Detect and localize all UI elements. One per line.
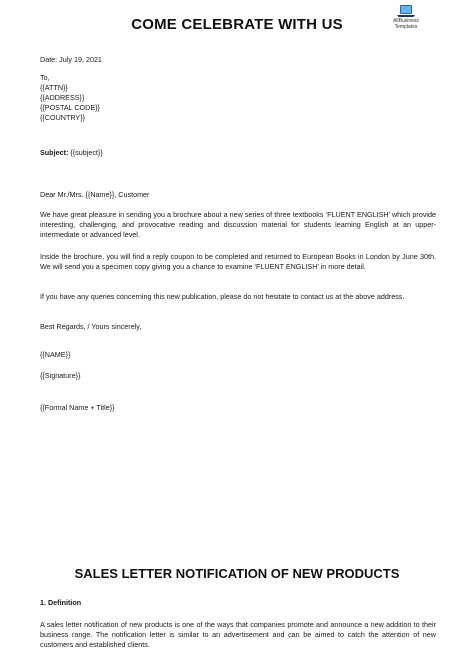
body-paragraph-3: If you have any queries concerning this new publication, please do not hesitate to contact us at the above address.	[40, 292, 405, 301]
sender-signature: {{Signature}}	[40, 371, 81, 380]
section-body: A sales letter notification of new products is one of the ways that companies promote and announce a new addition to their business range. The notification letter is similar to an advertisement and can be aimed to catch the attention of new customers and established clients.	[40, 620, 436, 649]
subject-label: Subject:	[40, 148, 69, 157]
subject-line	[40, 148, 436, 158]
salutation: Dear Mr./Mrs. {{Name}}, Customer	[40, 190, 150, 199]
letter-date: Date: July 19, 2021	[40, 55, 102, 64]
laptop-icon	[396, 4, 416, 18]
sender-formal-name: {{Formal Name + Title}}	[40, 403, 115, 412]
logo-text-line2: Templates	[394, 24, 418, 30]
recipient-postal-code: {{POSTAL CODE}}	[40, 103, 100, 112]
body-paragraph-2: Inside the brochure, you will find a reply coupon to be completed and returned to European Books in London by June 30th. We will send you a specimen copy giving you a chance to examine ‘FLUENT ENGLISH’ in more detail.	[40, 252, 436, 271]
body-paragraph-1: We have great pleasure in sending you a brochure about a new series of three textbooks ‘FLUENT ENGLISH’ which provide interesting, challenging, and provocative reading and discussion material for students learning English at an upper-intermediate or advanced level.	[40, 210, 436, 239]
sender-name: {{NAME}}	[40, 350, 71, 359]
section-subheading: 1. Definition	[40, 598, 82, 607]
recipient-to: To,	[40, 73, 50, 82]
section-heading: SALES LETTER NOTIFICATION OF NEW PRODUCTS	[74, 566, 400, 581]
recipient-country: {{COUNTRY}}	[40, 113, 86, 122]
brand-logo	[384, 4, 428, 30]
recipient-address: {{ADDRESS}}	[40, 93, 85, 102]
letter-heading: COME CELEBRATE WITH US	[131, 16, 343, 33]
recipient-block	[40, 73, 436, 123]
closing: Best Regards, / Yours sincerely,	[40, 322, 142, 331]
subject-value: {{subject}}	[68, 148, 103, 157]
recipient-attn: {{ATTN}}	[40, 83, 68, 92]
logo-text-line1: AllBusiness	[393, 18, 419, 24]
